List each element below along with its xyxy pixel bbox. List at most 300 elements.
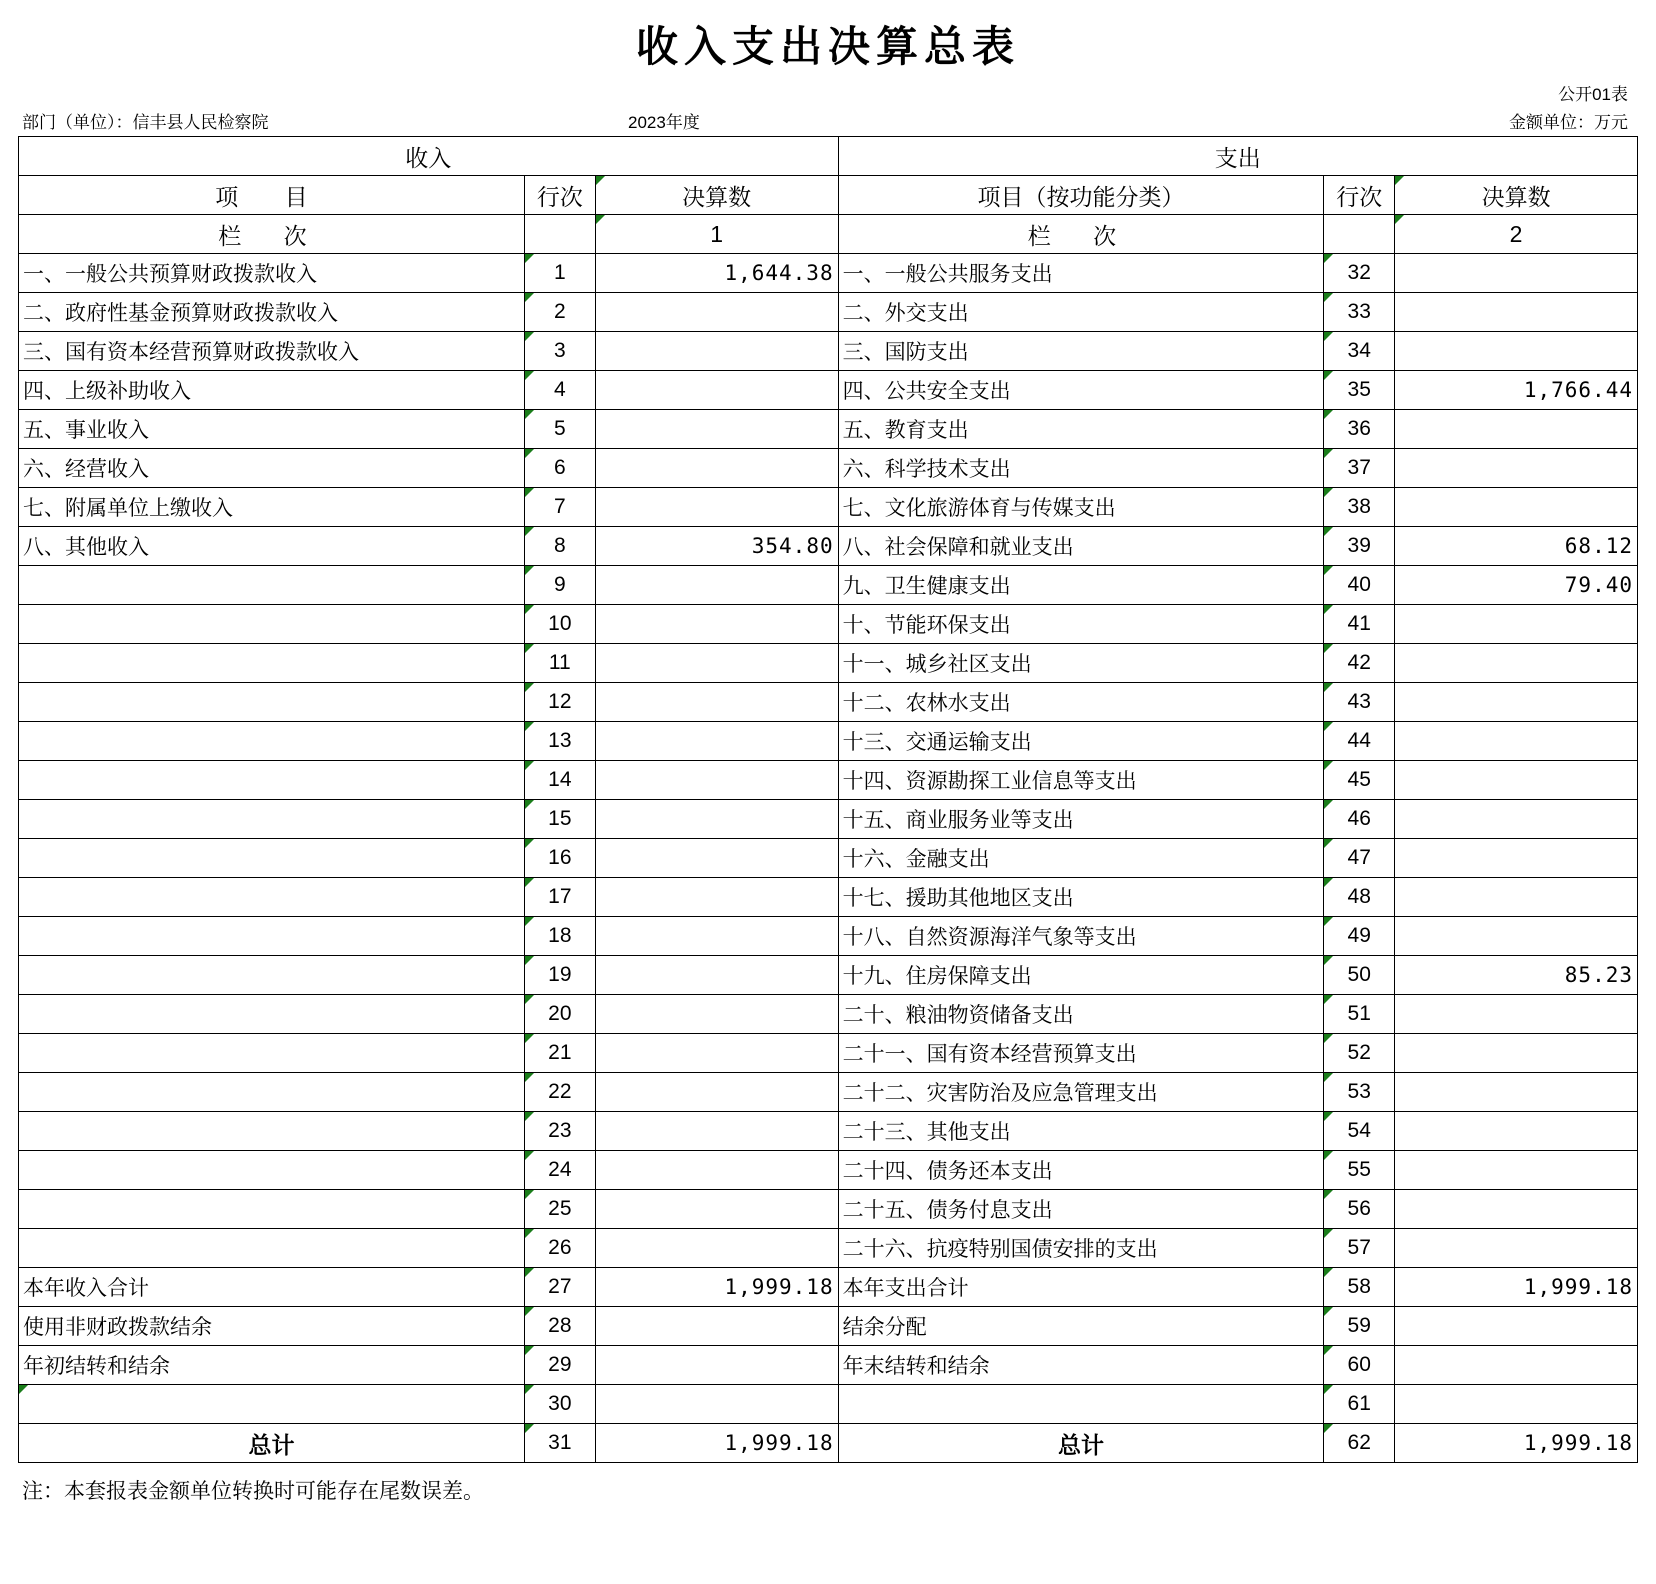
income-line-cell: 17 — [524, 878, 595, 917]
expenditure-total-line: 62 — [1324, 1424, 1395, 1463]
expenditure-line-cell: 46 — [1324, 800, 1395, 839]
table-row — [19, 254, 1638, 293]
income-line-cell: 16 — [524, 839, 595, 878]
expenditure-line-cell: 58 — [1324, 1268, 1395, 1307]
table-row — [19, 995, 1638, 1034]
income-item-cell — [19, 1112, 525, 1151]
expenditure-item-cell: 年末结转和结余 — [838, 1346, 1324, 1385]
income-line-cell: 26 — [524, 1229, 595, 1268]
income-line-header: 行次 — [524, 176, 595, 215]
cell-marker-icon — [1324, 1190, 1333, 1199]
cell-marker-icon — [525, 293, 534, 302]
income-item-cell — [19, 722, 525, 761]
expenditure-item-cell: 十五、商业服务业等支出 — [838, 800, 1324, 839]
expenditure-item-cell: 六、科学技术支出 — [838, 449, 1324, 488]
footer-note: 注：本套报表金额单位转换时可能存在尾数误差。 — [22, 1480, 484, 1503]
income-line-cell: 27 — [524, 1268, 595, 1307]
income-amount-cell: 1,644.38 — [595, 254, 838, 293]
income-amount-cell — [595, 1385, 838, 1424]
expenditure-amount-cell — [1395, 1112, 1638, 1151]
table-total-row — [19, 1424, 1638, 1463]
income-amount-cell — [595, 1190, 838, 1229]
income-total-line: 31 — [524, 1424, 595, 1463]
expenditure-line-cell: 49 — [1324, 917, 1395, 956]
expenditure-line-cell: 52 — [1324, 1034, 1395, 1073]
income-line-cell: 1 — [524, 254, 595, 293]
table-row — [19, 917, 1638, 956]
cell-marker-icon — [1324, 1034, 1333, 1043]
cell-marker-icon — [525, 839, 534, 848]
income-item-cell: 本年收入合计 — [19, 1268, 525, 1307]
table-row — [19, 1151, 1638, 1190]
expenditure-item-cell: 一、一般公共服务支出 — [838, 254, 1324, 293]
cell-marker-icon — [525, 1424, 534, 1433]
expenditure-line-cell: 56 — [1324, 1190, 1395, 1229]
expenditure-amount-cell — [1395, 1385, 1638, 1424]
expenditure-item-cell: 七、文化旅游体育与传媒支出 — [838, 488, 1324, 527]
cell-marker-icon — [1324, 644, 1333, 653]
cell-marker-icon — [1324, 566, 1333, 575]
cell-marker-icon — [1324, 527, 1333, 536]
expenditure-line-cell: 53 — [1324, 1073, 1395, 1112]
cell-marker-icon — [525, 800, 534, 809]
expenditure-line-cell: 32 — [1324, 254, 1395, 293]
expenditure-line-cell: 44 — [1324, 722, 1395, 761]
income-item-cell — [19, 683, 525, 722]
income-total-label: 总计 — [19, 1424, 525, 1463]
income-line-cell: 11 — [524, 644, 595, 683]
cell-marker-icon — [1324, 410, 1333, 419]
income-item-cell — [19, 1151, 525, 1190]
expenditure-item-cell: 二十一、国有资本经营预算支出 — [838, 1034, 1324, 1073]
expenditure-item-header: 项目（按功能分类） — [838, 176, 1324, 215]
expenditure-amount-cell — [1395, 254, 1638, 293]
cell-marker-icon — [525, 917, 534, 926]
fiscal-year: 2023年度 — [628, 113, 700, 132]
income-item-cell — [19, 605, 525, 644]
income-amount-cell — [595, 1307, 838, 1346]
income-total-amount: 1,999.18 — [595, 1424, 838, 1463]
income-column-line — [524, 215, 595, 254]
cell-marker-icon — [525, 1112, 534, 1121]
income-amount-cell — [595, 761, 838, 800]
table-row — [19, 1112, 1638, 1151]
expenditure-item-cell: 十七、援助其他地区支出 — [838, 878, 1324, 917]
expenditure-amount-cell — [1395, 878, 1638, 917]
income-item-cell: 七、附属单位上缴收入 — [19, 488, 525, 527]
expenditure-line-cell: 41 — [1324, 605, 1395, 644]
income-line-cell: 22 — [524, 1073, 595, 1112]
income-amount-cell — [595, 917, 838, 956]
cell-marker-icon — [1324, 683, 1333, 692]
income-line-cell: 7 — [524, 488, 595, 527]
expenditure-amount-cell — [1395, 683, 1638, 722]
income-line-cell: 28 — [524, 1307, 595, 1346]
expenditure-line-cell: 47 — [1324, 839, 1395, 878]
expenditure-line-cell: 36 — [1324, 410, 1395, 449]
expenditure-item-cell: 二、外交支出 — [838, 293, 1324, 332]
cell-marker-icon — [525, 1073, 534, 1082]
expenditure-item-cell — [838, 1385, 1324, 1424]
income-item-cell — [19, 1229, 525, 1268]
expenditure-amount-cell: 1,999.18 — [1395, 1268, 1638, 1307]
expenditure-line-header: 行次 — [1324, 176, 1395, 215]
expenditure-item-cell: 十四、资源勘探工业信息等支出 — [838, 761, 1324, 800]
expenditure-amount-cell — [1395, 1229, 1638, 1268]
cell-marker-icon — [525, 1268, 534, 1277]
cell-marker-icon — [525, 956, 534, 965]
cell-marker-icon — [1324, 1229, 1333, 1238]
cell-marker-icon — [1395, 176, 1404, 185]
cell-marker-icon — [525, 254, 534, 263]
table-row — [19, 371, 1638, 410]
income-line-cell: 9 — [524, 566, 595, 605]
expenditure-line-cell: 37 — [1324, 449, 1395, 488]
budget-table — [18, 136, 1638, 1463]
page-title: 收入支出决算总表 — [635, 22, 1020, 71]
expenditure-line-cell: 35 — [1324, 371, 1395, 410]
expenditure-item-cell: 十九、住房保障支出 — [838, 956, 1324, 995]
table-row — [19, 605, 1638, 644]
expenditure-line-cell: 39 — [1324, 527, 1395, 566]
cell-marker-icon — [1324, 605, 1333, 614]
income-line-cell: 29 — [524, 1346, 595, 1385]
table-row — [19, 527, 1638, 566]
expenditure-amount-cell — [1395, 917, 1638, 956]
table-summary-row — [19, 1268, 1638, 1307]
cell-marker-icon — [1395, 215, 1404, 224]
income-column-label: 栏 次 — [19, 215, 525, 254]
expenditure-item-cell: 十三、交通运输支出 — [838, 722, 1324, 761]
expenditure-amount-cell — [1395, 1034, 1638, 1073]
table-row — [19, 1073, 1638, 1112]
table-row — [19, 488, 1638, 527]
income-amount-cell — [595, 839, 838, 878]
income-line-cell: 23 — [524, 1112, 595, 1151]
cell-marker-icon — [525, 1346, 534, 1355]
income-item-cell: 年初结转和结余 — [19, 1346, 525, 1385]
cell-marker-icon — [1324, 1346, 1333, 1355]
table-row — [19, 761, 1638, 800]
cell-marker-icon — [1324, 722, 1333, 731]
expenditure-amount-cell — [1395, 839, 1638, 878]
income-amount-cell — [595, 566, 838, 605]
expenditure-amount-cell — [1395, 1346, 1638, 1385]
cell-marker-icon — [525, 449, 534, 458]
income-line-cell: 6 — [524, 449, 595, 488]
income-line-cell: 14 — [524, 761, 595, 800]
income-amount-cell — [595, 644, 838, 683]
cell-marker-icon — [1324, 956, 1333, 965]
cell-marker-icon — [1324, 800, 1333, 809]
income-amount-cell — [595, 683, 838, 722]
expenditure-line-cell: 54 — [1324, 1112, 1395, 1151]
expenditure-line-cell: 61 — [1324, 1385, 1395, 1424]
cell-marker-icon — [1324, 917, 1333, 926]
expenditure-line-cell: 33 — [1324, 293, 1395, 332]
expenditure-item-cell: 二十四、债务还本支出 — [838, 1151, 1324, 1190]
expenditure-item-cell: 二十二、灾害防治及应急管理支出 — [838, 1073, 1324, 1112]
income-amount-cell: 1,999.18 — [595, 1268, 838, 1307]
expenditure-amount-cell — [1395, 1073, 1638, 1112]
expenditure-line-cell: 48 — [1324, 878, 1395, 917]
table-row — [19, 566, 1638, 605]
cell-marker-icon — [1324, 1151, 1333, 1160]
expenditure-amount-header: 决算数 — [1395, 176, 1638, 215]
cell-marker-icon — [596, 176, 605, 185]
cell-marker-icon — [1324, 1073, 1333, 1082]
expenditure-amount-cell — [1395, 449, 1638, 488]
income-amount-cell — [595, 722, 838, 761]
cell-marker-icon — [1324, 761, 1333, 770]
expenditure-item-cell: 本年支出合计 — [838, 1268, 1324, 1307]
table-row — [19, 878, 1638, 917]
income-line-cell: 13 — [524, 722, 595, 761]
expenditure-item-cell: 十、节能环保支出 — [838, 605, 1324, 644]
income-item-cell: 四、上级补助收入 — [19, 371, 525, 410]
expenditure-item-cell: 十六、金融支出 — [838, 839, 1324, 878]
expenditure-amount-cell — [1395, 410, 1638, 449]
cell-marker-icon — [525, 527, 534, 536]
income-item-cell — [19, 1190, 525, 1229]
expenditure-column-line — [1324, 215, 1395, 254]
income-item-cell — [19, 1385, 525, 1424]
cell-marker-icon — [525, 761, 534, 770]
income-line-cell: 10 — [524, 605, 595, 644]
expenditure-line-cell: 43 — [1324, 683, 1395, 722]
income-item-cell: 三、国有资本经营预算财政拨款收入 — [19, 332, 525, 371]
table-summary-row — [19, 1307, 1638, 1346]
expenditure-amount-cell — [1395, 1151, 1638, 1190]
income-amount-cell — [595, 1229, 838, 1268]
expenditure-amount-cell: 79.40 — [1395, 566, 1638, 605]
income-amount-cell — [595, 1034, 838, 1073]
income-item-cell: 使用非财政拨款结余 — [19, 1307, 525, 1346]
expenditure-amount-cell: 85.23 — [1395, 956, 1638, 995]
income-item-header: 项 目 — [19, 176, 525, 215]
expenditure-item-cell: 结余分配 — [838, 1307, 1324, 1346]
income-item-cell — [19, 800, 525, 839]
income-line-cell: 5 — [524, 410, 595, 449]
income-amount-cell — [595, 956, 838, 995]
expenditure-item-cell: 三、国防支出 — [838, 332, 1324, 371]
expenditure-amount-cell — [1395, 488, 1638, 527]
income-amount-cell — [595, 800, 838, 839]
income-line-cell: 2 — [524, 293, 595, 332]
table-row — [19, 644, 1638, 683]
form-code: 公开01表 — [1558, 85, 1628, 104]
table-row — [19, 293, 1638, 332]
expenditure-total-amount: 1,999.18 — [1395, 1424, 1638, 1463]
expenditure-item-cell: 十一、城乡社区支出 — [838, 644, 1324, 683]
cell-marker-icon — [1324, 1112, 1333, 1121]
income-line-cell: 4 — [524, 371, 595, 410]
income-amount-cell — [595, 488, 838, 527]
expenditure-line-cell: 60 — [1324, 1346, 1395, 1385]
income-amount-cell — [595, 449, 838, 488]
cell-marker-icon — [596, 215, 605, 224]
cell-marker-icon — [525, 332, 534, 341]
department-label: 部门（单位）：信丰县人民检察院 — [22, 113, 269, 132]
cell-marker-icon — [525, 1034, 534, 1043]
income-item-cell — [19, 1073, 525, 1112]
table-row — [19, 1229, 1638, 1268]
expenditure-line-cell: 34 — [1324, 332, 1395, 371]
income-item-cell: 一、一般公共预算财政拨款收入 — [19, 254, 525, 293]
table-row — [19, 410, 1638, 449]
cell-marker-icon — [525, 1385, 534, 1394]
expenditure-item-cell: 二十五、债务付息支出 — [838, 1190, 1324, 1229]
cell-marker-icon — [525, 644, 534, 653]
cell-marker-icon — [525, 566, 534, 575]
income-amount-cell — [595, 1112, 838, 1151]
income-item-cell — [19, 956, 525, 995]
cell-marker-icon — [1324, 878, 1333, 887]
cell-marker-icon — [525, 410, 534, 419]
cell-marker-icon — [1324, 293, 1333, 302]
income-amount-cell — [595, 371, 838, 410]
expenditure-item-cell: 九、卫生健康支出 — [838, 566, 1324, 605]
income-amount-cell — [595, 995, 838, 1034]
table-row — [19, 683, 1638, 722]
expenditure-amount-cell — [1395, 1190, 1638, 1229]
expenditure-item-cell: 四、公共安全支出 — [838, 371, 1324, 410]
income-amount-cell — [595, 878, 838, 917]
income-item-cell: 八、其他收入 — [19, 527, 525, 566]
expenditure-line-cell: 45 — [1324, 761, 1395, 800]
income-amount-cell — [595, 605, 838, 644]
expenditure-amount-cell — [1395, 761, 1638, 800]
cell-marker-icon — [1324, 1424, 1333, 1433]
cell-marker-icon — [1324, 1385, 1333, 1394]
expenditure-amount-cell — [1395, 722, 1638, 761]
expenditure-group-header: 支出 — [838, 137, 1637, 176]
table-row — [19, 332, 1638, 371]
table-row — [19, 839, 1638, 878]
table-summary-row — [19, 1385, 1638, 1424]
table-column-header-row — [19, 176, 1638, 215]
expenditure-amount-cell — [1395, 1307, 1638, 1346]
table-group-header-row — [19, 137, 1638, 176]
cell-marker-icon — [1324, 254, 1333, 263]
expenditure-amount-cell — [1395, 605, 1638, 644]
table-row — [19, 1190, 1638, 1229]
income-line-cell: 30 — [524, 1385, 595, 1424]
income-line-cell: 25 — [524, 1190, 595, 1229]
cell-marker-icon — [525, 995, 534, 1004]
table-row — [19, 722, 1638, 761]
cell-marker-icon — [525, 1190, 534, 1199]
expenditure-column-label: 栏 次 — [838, 215, 1324, 254]
income-item-cell — [19, 761, 525, 800]
income-item-cell — [19, 566, 525, 605]
income-amount-cell — [595, 293, 838, 332]
cell-marker-icon — [1324, 839, 1333, 848]
table-row — [19, 956, 1638, 995]
cell-marker-icon — [1324, 332, 1333, 341]
cell-marker-icon — [1324, 1307, 1333, 1316]
income-amount-header: 决算数 — [595, 176, 838, 215]
income-item-cell — [19, 839, 525, 878]
expenditure-amount-cell — [1395, 644, 1638, 683]
table-row — [19, 800, 1638, 839]
expenditure-total-label: 总计 — [838, 1424, 1324, 1463]
income-line-cell: 19 — [524, 956, 595, 995]
expenditure-item-cell: 八、社会保障和就业支出 — [838, 527, 1324, 566]
cell-marker-icon — [525, 1151, 534, 1160]
income-amount-cell — [595, 1073, 838, 1112]
table-row — [19, 449, 1638, 488]
expenditure-item-cell: 十八、自然资源海洋气象等支出 — [838, 917, 1324, 956]
expenditure-column-no: 2 — [1395, 215, 1638, 254]
income-amount-cell — [595, 1151, 838, 1190]
income-amount-cell — [595, 332, 838, 371]
cell-marker-icon — [525, 1307, 534, 1316]
expenditure-amount-cell — [1395, 332, 1638, 371]
cell-marker-icon — [1324, 995, 1333, 1004]
expenditure-amount-cell — [1395, 293, 1638, 332]
cell-marker-icon — [1324, 371, 1333, 380]
income-group-header: 收入 — [19, 137, 839, 176]
expenditure-line-cell: 42 — [1324, 644, 1395, 683]
expenditure-amount-cell — [1395, 800, 1638, 839]
cell-marker-icon — [525, 371, 534, 380]
expenditure-line-cell: 59 — [1324, 1307, 1395, 1346]
income-line-cell: 18 — [524, 917, 595, 956]
cell-marker-icon — [1324, 1268, 1333, 1277]
expenditure-item-cell: 二十六、抗疫特别国债安排的支出 — [838, 1229, 1324, 1268]
table-row — [19, 1034, 1638, 1073]
form-code-row — [18, 80, 1638, 106]
income-line-cell: 15 — [524, 800, 595, 839]
income-column-no: 1 — [595, 215, 838, 254]
cell-marker-icon — [525, 605, 534, 614]
meta-line — [18, 106, 1638, 136]
table-column-number-row — [19, 215, 1638, 254]
income-amount-cell — [595, 410, 838, 449]
income-line-cell: 24 — [524, 1151, 595, 1190]
expenditure-item-cell: 二十、粮油物资储备支出 — [838, 995, 1324, 1034]
income-item-cell: 二、政府性基金预算财政拨款收入 — [19, 293, 525, 332]
expenditure-line-cell: 38 — [1324, 488, 1395, 527]
expenditure-item-cell: 二十三、其他支出 — [838, 1112, 1324, 1151]
income-item-cell — [19, 995, 525, 1034]
income-line-cell: 3 — [524, 332, 595, 371]
expenditure-line-cell: 51 — [1324, 995, 1395, 1034]
cell-marker-icon — [525, 488, 534, 497]
table-summary-row — [19, 1346, 1638, 1385]
income-line-cell: 21 — [524, 1034, 595, 1073]
cell-marker-icon — [525, 1229, 534, 1238]
expenditure-item-cell: 五、教育支出 — [838, 410, 1324, 449]
income-amount-cell — [595, 1346, 838, 1385]
income-amount-cell: 354.80 — [595, 527, 838, 566]
expenditure-item-cell: 十二、农林水支出 — [838, 683, 1324, 722]
income-line-cell: 8 — [524, 527, 595, 566]
cell-marker-icon — [1324, 488, 1333, 497]
expenditure-line-cell: 55 — [1324, 1151, 1395, 1190]
amount-unit: 金额单位：万元 — [1509, 113, 1628, 132]
income-line-cell: 20 — [524, 995, 595, 1034]
income-item-cell: 五、事业收入 — [19, 410, 525, 449]
expenditure-amount-cell: 1,766.44 — [1395, 371, 1638, 410]
cell-marker-icon — [525, 722, 534, 731]
cell-marker-icon — [19, 1385, 28, 1394]
income-item-cell — [19, 644, 525, 683]
expenditure-line-cell: 50 — [1324, 956, 1395, 995]
income-item-cell — [19, 917, 525, 956]
expenditure-line-cell: 57 — [1324, 1229, 1395, 1268]
